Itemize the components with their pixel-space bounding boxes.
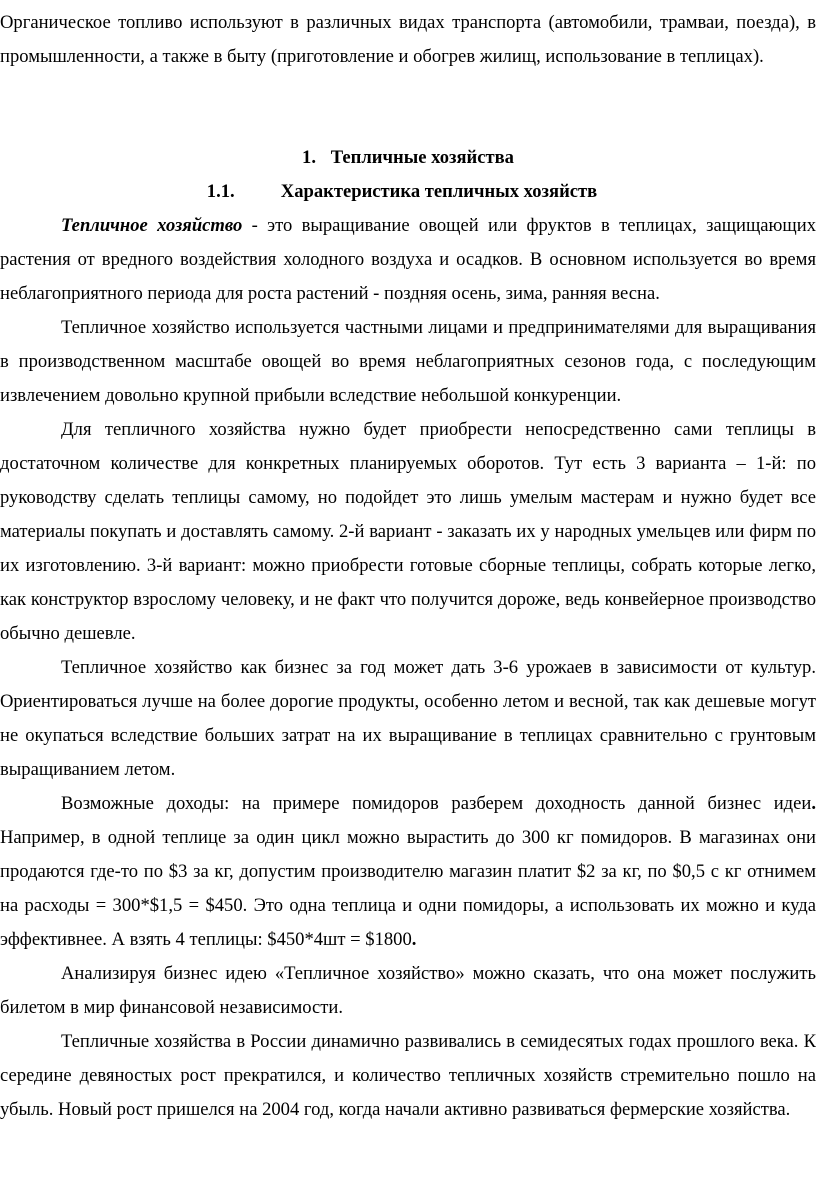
intro-paragraph: Органическое топливо используют в различных видах транспорта (автомобили, трамваи, поезда), в промышленности, а также в быту (приготовление и обогрев жилищ, использование в теплицах).	[0, 12, 816, 67]
definition-text: - это выращивание овощей или фруктов в теплицах, защищающих растения от вредного воздействия холодного воздуха и осадков. В основном используется во время неблагоприятного периода для роста растений - поздняя осень, зима, ранняя весна.	[0, 215, 816, 304]
paragraph-harvests: Тепличное хозяйство как бизнес за год может дать 3-6 урожаев в зависимости от культур. Ориентироваться лучше на более дорогие продукты, особенно летом и весной, так как дешевые могут не окупаться вследствие больших затрат на их выращивание в теплицах сравнительно с грунтовым выращиванием летом.	[0, 657, 816, 780]
section-number: 1.	[302, 147, 316, 168]
subsection-heading	[0, 175, 816, 209]
income-example-dot: .	[411, 929, 417, 950]
document-page	[0, 6, 816, 1127]
spacer	[0, 74, 816, 141]
paragraph-conclusion: Анализируя бизнес идею «Тепличное хозяйство» можно сказать, что она может послужить билетом в мир финансовой независимости.	[0, 963, 816, 1018]
subsection-number: 1.1.	[206, 181, 235, 202]
subsection-title: Характеристика тепличных хозяйств	[280, 181, 598, 202]
income-intro-dot: .	[811, 793, 816, 814]
defined-term: Тепличное хозяйство	[61, 215, 243, 236]
paragraph-definition	[0, 209, 816, 311]
section-title: Тепличные хозяйства	[330, 147, 514, 168]
paragraph-usage: Тепличное хозяйство используется частными лицами и предпринимателями для выращивания в производственном масштабе овощей во время неблагоприятных сезонов года, с последующим извлечением довольно крупной прибыли вследствие небольшой конкуренции.	[0, 317, 816, 406]
income-example: Например, в одной теплице за один цикл можно вырастить до 300 кг помидоров. В магазинах они продаются где-то по $3 за кг, допустим производителю магазин платит $2 за кг, по $0,5 с кг отнимем на расходы = 300*$1,5 = $450. Это одна теплица и одни помидоры, а использовать их можно и куда эффективнее. А взять 4 теплицы: $450*4шт = $1800	[0, 827, 816, 950]
paragraph-greenhouse-options: Для тепличного хозяйства нужно будет приобрести непосредственно сами теплицы в достаточном количестве для конкретных планируемых оборотов. Тут есть 3 варианта – 1-й: по руководству сделать теплицы самому, но подойдет это лишь умелым мастерам и нужно будет все материалы покупать и доставлять самому. 2-й вариант - заказать их у народных умельцев или фирм по их изготовлению. 3-й вариант: можно приобрести готовые сборные теплицы, собрать которые легко, как конструктор взрослому человеку, и не факт что получится дороже, ведь конвейерное производство обычно дешевле.	[0, 419, 816, 644]
paragraph-history: Тепличные хозяйства в России динамично развивались в семидесятых годах прошлого века. К середине девяностых рост прекратился, и количество тепличных хозяйств стремительно пошло на убыль. Новый рост пришелся на 2004 год, когда начали активно развиваться фермерские хозяйства.	[0, 1031, 816, 1120]
income-intro: Возможные доходы: на примере помидоров разберем доходность данной бизнес идеи	[61, 793, 812, 814]
paragraph-income	[0, 787, 816, 957]
section-heading	[0, 141, 816, 175]
